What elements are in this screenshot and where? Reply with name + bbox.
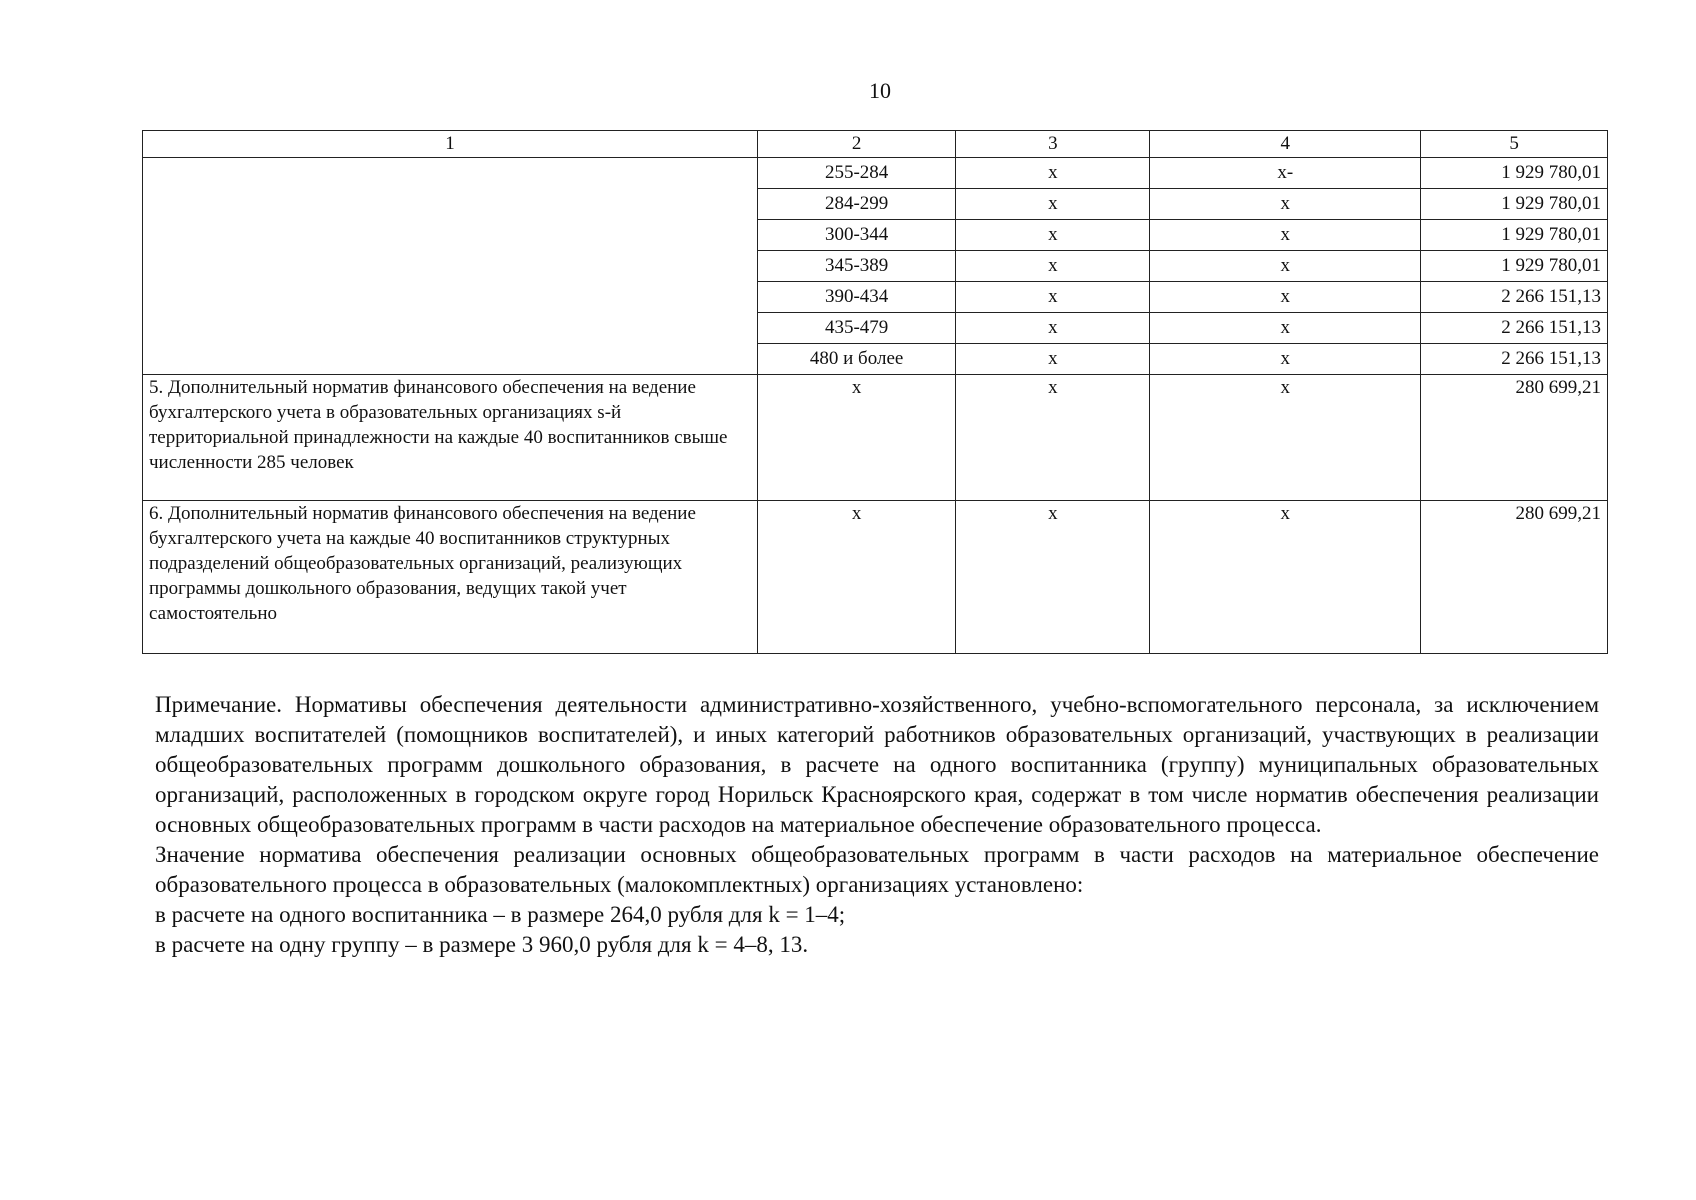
table-row [143,501,1608,654]
range-cell: 480 и более [757,344,955,375]
row6-col3: x [956,501,1150,654]
table-row [143,158,1608,189]
col3-cell: x [956,189,1150,220]
row6-col2: x [757,501,955,654]
note-line-3: в расчете на одного воспитанника – в размере 264,0 рубля для k = 1–4; [155,902,846,927]
col3-cell: x [956,220,1150,251]
header-col-3: 3 [956,131,1150,158]
col4-cell: x- [1150,158,1421,189]
header-col-5: 5 [1421,131,1608,158]
normative-table [142,130,1608,654]
note-paragraph-2: Значение норматива обеспечения реализации основных общеобразовательных программ в части расходов на материальное обеспечение образовательного процесса в образовательных (малокомплектных) организациях установлено: [155,842,1599,897]
range-cell: 300-344 [757,220,955,251]
range-cell: 390-434 [757,282,955,313]
range-cell: 255-284 [757,158,955,189]
header-col-4: 4 [1150,131,1421,158]
note-block [155,690,1599,960]
row6-description: 6. Дополнительный норматив финансового обеспечения на ведение бухгалтерского учета на каждые 40 воспитанников структурных подразделений общеобразовательных организаций, реализующих программы дошкольного образования, ведущих такой учет самостоятельно [143,501,758,654]
row5-col2: x [757,375,955,501]
header-col-1: 1 [143,131,758,158]
col3-cell: x [956,344,1150,375]
note-line-4: в расчете на одну группу – в размере 3 960,0 рубля для k = 4–8, 13. [155,932,809,957]
value-cell: 2 266 151,13 [1421,344,1608,375]
value-cell: 2 266 151,13 [1421,282,1608,313]
row5-value: 280 699,21 [1421,375,1608,501]
col3-cell: x [956,313,1150,344]
range-cell: 345-389 [757,251,955,282]
range-cell: 435-479 [757,313,955,344]
value-cell: 1 929 780,01 [1421,189,1608,220]
value-cell: 1 929 780,01 [1421,220,1608,251]
table-header-row [143,131,1608,158]
value-cell: 1 929 780,01 [1421,158,1608,189]
col4-cell: x [1150,344,1421,375]
col4-cell: x [1150,220,1421,251]
col4-cell: x [1150,282,1421,313]
col3-cell: x [956,282,1150,313]
row5-col4: x [1150,375,1421,501]
table-row [143,375,1608,501]
value-cell: 1 929 780,01 [1421,251,1608,282]
value-cell: 2 266 151,13 [1421,313,1608,344]
header-col-2: 2 [757,131,955,158]
row5-col3: x [956,375,1150,501]
page-number: 10 [869,78,891,103]
col4-cell: x [1150,189,1421,220]
note-paragraph-1: Примечание. Нормативы обеспечения деятельности административно-хозяйственного, учебно-вспомогательного персонала, за исключением младших воспитателей (помощников воспитателей), и иных категорий работников образовательных организаций, участвующих в реализации общеобразовательных программ дошкольного образования, в расчете на одного воспитанника (группу) муниципальных образовательных организаций, расположенных в городском округе город Норильск Красноярского края, содержат в том числе норматив обеспечения реализации основных общеобразовательных программ в части расходов на материальное обеспечение образовательного процесса. [155,692,1599,837]
col4-cell: x [1150,251,1421,282]
col3-cell: x [956,251,1150,282]
row5-description: 5. Дополнительный норматив финансового обеспечения на ведение бухгалтерского учета в образовательных организациях s-й территориальной принадлежности на каждые 40 воспитанников свыше численности 285 человек [143,375,758,501]
col3-cell: x [956,158,1150,189]
row6-value: 280 699,21 [1421,501,1608,654]
col4-cell: x [1150,313,1421,344]
empty-description-cell [143,158,758,375]
range-cell: 284-299 [757,189,955,220]
row6-col4: x [1150,501,1421,654]
